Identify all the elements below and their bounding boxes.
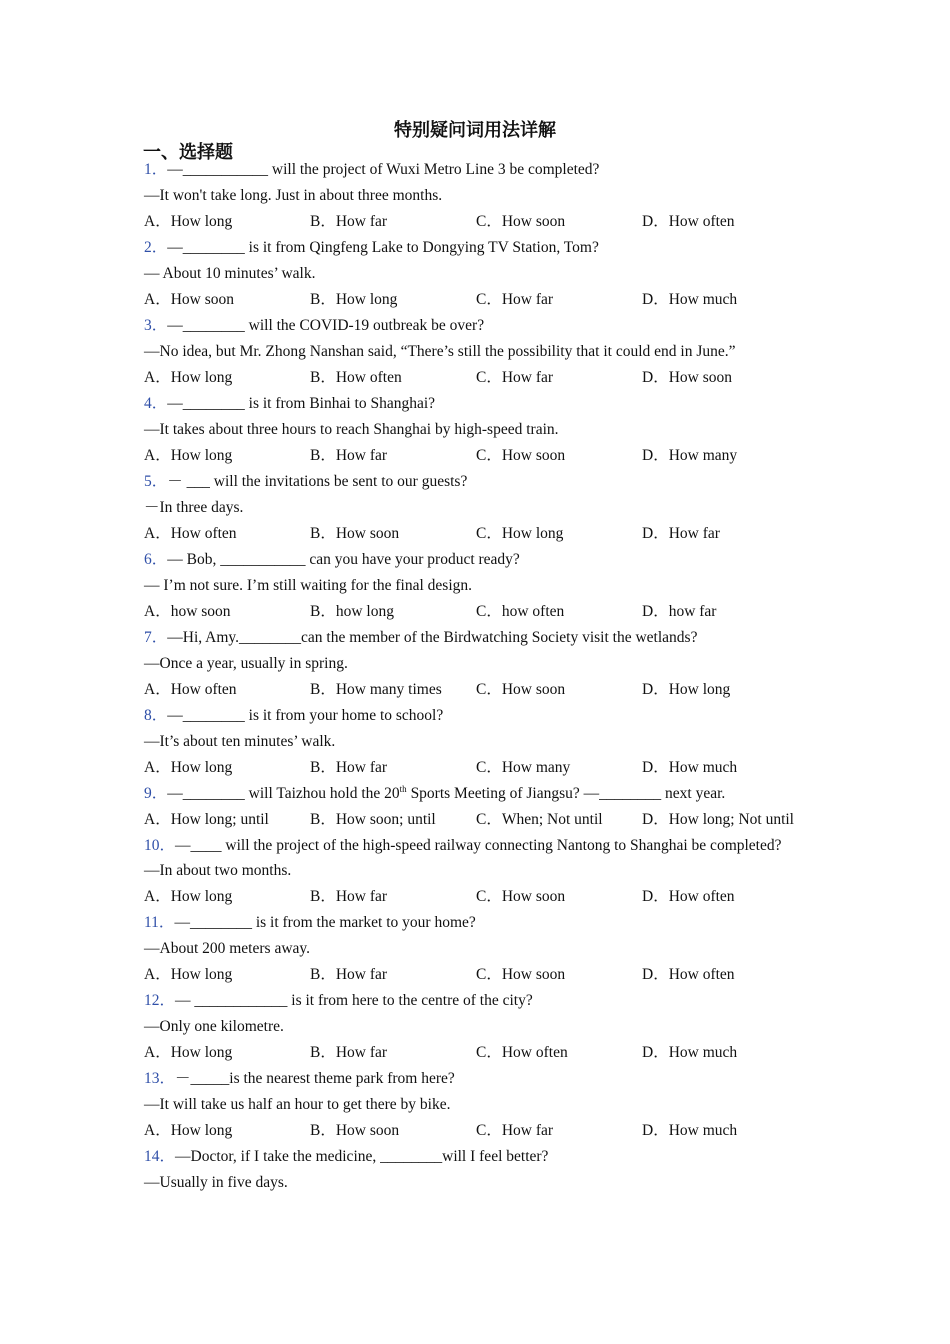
question-10 bbox=[144, 833, 834, 858]
option-b[interactable]: B．How often bbox=[310, 369, 402, 386]
options-5 bbox=[144, 521, 834, 547]
question-12 bbox=[144, 988, 834, 1014]
option-c[interactable]: C．How soon bbox=[476, 213, 566, 230]
option-d[interactable]: D．How long bbox=[642, 681, 731, 698]
option-b[interactable]: B．How far bbox=[310, 213, 388, 230]
question-text: —___________ will the project of Wuxi Metro Line 3 be completed? bbox=[167, 161, 600, 178]
option-d[interactable]: D．How much bbox=[642, 759, 738, 776]
option-b[interactable]: B．How long bbox=[310, 291, 398, 308]
option-a[interactable]: A．How long bbox=[144, 369, 233, 386]
answer-line: —No idea, but Mr. Zhong Nanshan said, “There’s still the possibility that it could end in June.” bbox=[144, 343, 736, 360]
question-number: 1． bbox=[144, 161, 168, 178]
question-9 bbox=[144, 781, 834, 807]
option-a[interactable]: A．How long bbox=[144, 759, 233, 776]
options-13 bbox=[144, 1118, 834, 1144]
option-d[interactable]: D．How often bbox=[642, 966, 735, 983]
answer-line: —Only one kilometre. bbox=[144, 1018, 284, 1035]
option-c[interactable]: C．How many bbox=[476, 759, 571, 776]
option-d[interactable]: D．How many bbox=[642, 447, 738, 464]
question-number: 10． bbox=[144, 837, 176, 854]
ordinal-suffix: th bbox=[399, 783, 407, 794]
options-10 bbox=[144, 884, 834, 910]
option-b[interactable]: B．How soon bbox=[310, 525, 400, 542]
option-b[interactable]: B．how long bbox=[310, 603, 394, 620]
question-text-post: Sports Meeting of Jiangsu? —________ next year. bbox=[406, 785, 726, 802]
question-number: 4． bbox=[144, 395, 168, 412]
option-c[interactable]: C．How soon bbox=[476, 966, 566, 983]
question-text: — ____________ is it from here to the centre of the city? bbox=[175, 992, 533, 1009]
option-c[interactable]: C．How far bbox=[476, 1122, 554, 1139]
question-number: 12． bbox=[144, 992, 176, 1009]
question-2 bbox=[144, 235, 834, 261]
question-1 bbox=[144, 157, 834, 183]
option-d[interactable]: D．How much bbox=[642, 291, 738, 308]
option-a[interactable]: A．How long; until bbox=[144, 811, 269, 828]
options-8 bbox=[144, 755, 834, 781]
option-b[interactable]: B．How soon bbox=[310, 1122, 400, 1139]
option-a[interactable]: A．how soon bbox=[144, 603, 231, 620]
question-number: 6． bbox=[144, 551, 168, 568]
question-text: —Hi, Amy.________can the member of the Birdwatching Society visit the wetlands? bbox=[167, 629, 698, 646]
options-12 bbox=[144, 1040, 834, 1066]
option-a[interactable]: A．How long bbox=[144, 1044, 233, 1061]
question-3 bbox=[144, 313, 834, 339]
question-text: —Doctor, if I take the medicine, ________will I feel better? bbox=[175, 1148, 549, 1165]
question-number: 13． bbox=[144, 1070, 176, 1087]
question-text: － ___ will the invitations be sent to our guests? bbox=[167, 473, 468, 490]
question-number: 7． bbox=[144, 629, 168, 646]
question-text-pre: —________ will Taizhou hold the 20 bbox=[167, 785, 400, 802]
answer-line: —About 200 meters away. bbox=[144, 940, 311, 957]
question-text: —____ will the project of the high-speed railway connecting Nantong to Shanghai be completed? bbox=[175, 837, 782, 854]
question-text: —________ is it from Qingfeng Lake to Dongying TV Station, Tom? bbox=[167, 239, 599, 256]
option-b[interactable]: B．How far bbox=[310, 888, 388, 905]
question-text: —________ is it from your home to school? bbox=[167, 707, 444, 724]
option-d[interactable]: D．how far bbox=[642, 603, 717, 620]
option-b[interactable]: B．How far bbox=[310, 759, 388, 776]
option-a[interactable]: A．How long bbox=[144, 1122, 233, 1139]
question-text: —________ will the COVID-19 outbreak be over? bbox=[167, 317, 485, 334]
option-c[interactable]: C．When; Not until bbox=[476, 811, 603, 828]
option-c[interactable]: C．How far bbox=[476, 369, 554, 386]
answer-line: —It won't take long. Just in about three months. bbox=[144, 187, 443, 204]
options-9 bbox=[144, 807, 834, 833]
option-d[interactable]: D．How often bbox=[642, 213, 735, 230]
option-c[interactable]: C．How long bbox=[476, 525, 564, 542]
option-a[interactable]: A．How often bbox=[144, 681, 237, 698]
option-c[interactable]: C．how often bbox=[476, 603, 565, 620]
option-d[interactable]: D．How much bbox=[642, 1122, 738, 1139]
option-a[interactable]: A．How long bbox=[144, 966, 233, 983]
question-text: —________ is it from Binhai to Shanghai? bbox=[167, 395, 436, 412]
page-title: 特别疑问词用法详解 bbox=[394, 120, 556, 141]
question-list bbox=[144, 157, 834, 1196]
question-number: 9． bbox=[144, 785, 168, 802]
answer-line: —Once a year, usually in spring. bbox=[144, 655, 348, 672]
answer-line: —It takes about three hours to reach Shanghai by high-speed train. bbox=[144, 421, 559, 438]
question-text: — Bob, ___________ can you have your product ready? bbox=[167, 551, 520, 568]
question-number: 3． bbox=[144, 317, 168, 334]
option-b[interactable]: B．How far bbox=[310, 1044, 388, 1061]
question-11 bbox=[144, 910, 834, 936]
option-d[interactable]: D．How far bbox=[642, 525, 720, 542]
question-number: 2． bbox=[144, 239, 168, 256]
options-7 bbox=[144, 677, 834, 703]
question-8 bbox=[144, 703, 834, 729]
question-text: －_____is the nearest theme park from here? bbox=[175, 1070, 455, 1087]
question-number: 8． bbox=[144, 707, 168, 724]
options-6 bbox=[144, 599, 834, 625]
option-b[interactable]: B．How far bbox=[310, 447, 388, 464]
answer-line: — I’m not sure. I’m still waiting for the final design. bbox=[144, 577, 473, 594]
answer-line: —Usually in five days. bbox=[144, 1174, 288, 1191]
answer-line: —It’s about ten minutes’ walk. bbox=[144, 733, 336, 750]
option-c[interactable]: C．How far bbox=[476, 291, 554, 308]
option-d[interactable]: D．How soon bbox=[642, 369, 732, 386]
question-14 bbox=[144, 1144, 834, 1170]
question-6 bbox=[144, 547, 834, 573]
option-c[interactable]: C．How often bbox=[476, 1044, 568, 1061]
question-4 bbox=[144, 391, 834, 417]
options-3 bbox=[144, 365, 834, 391]
option-b[interactable]: B．How many times bbox=[310, 681, 442, 698]
answer-line: — About 10 minutes’ walk. bbox=[144, 265, 316, 282]
option-a[interactable]: A．How soon bbox=[144, 291, 234, 308]
answer-line: —In about two months. bbox=[144, 862, 292, 879]
question-7 bbox=[144, 625, 834, 651]
option-c[interactable]: C．How soon bbox=[476, 888, 566, 905]
section-heading: 一、选择题 bbox=[143, 142, 233, 163]
options-1 bbox=[144, 209, 834, 235]
option-a[interactable]: A．How long bbox=[144, 213, 233, 230]
options-11 bbox=[144, 962, 834, 988]
options-2 bbox=[144, 287, 834, 313]
option-d[interactable]: D．How long; Not until bbox=[642, 811, 794, 828]
option-a[interactable]: A．How long bbox=[144, 888, 233, 905]
question-number: 14． bbox=[144, 1148, 176, 1165]
option-c[interactable]: C．How soon bbox=[476, 681, 566, 698]
option-b[interactable]: B．How soon; until bbox=[310, 811, 436, 828]
option-c[interactable]: C．How soon bbox=[476, 447, 566, 464]
options-4 bbox=[144, 443, 834, 469]
question-13 bbox=[144, 1066, 834, 1092]
option-a[interactable]: A．How long bbox=[144, 447, 233, 464]
option-a[interactable]: A．How often bbox=[144, 525, 237, 542]
question-5 bbox=[144, 469, 834, 495]
question-number: 5． bbox=[144, 473, 168, 490]
option-b[interactable]: B．How far bbox=[310, 966, 388, 983]
option-d[interactable]: D．How often bbox=[642, 888, 735, 905]
question-number: 11． bbox=[144, 914, 175, 931]
option-d[interactable]: D．How much bbox=[642, 1044, 738, 1061]
answer-line: —It will take us half an hour to get there by bike. bbox=[144, 1096, 451, 1113]
answer-line: －In three days. bbox=[144, 499, 244, 516]
question-text: —________ is it from the market to your home? bbox=[174, 914, 476, 931]
